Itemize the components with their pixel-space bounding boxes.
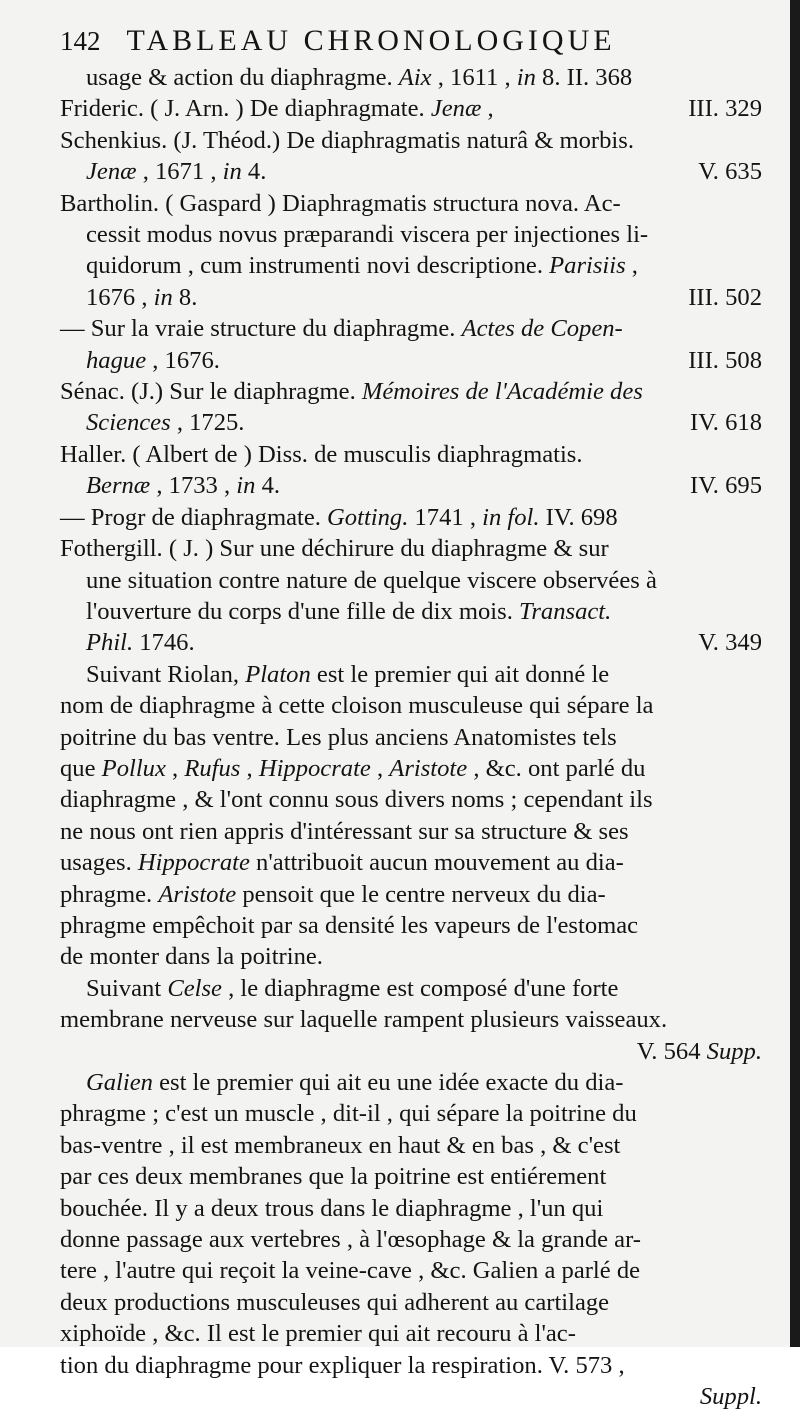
page-header xyxy=(60,24,760,58)
paragraph-line: phragme. Aristote pensoit que le centre nerveux du dia- xyxy=(60,880,606,908)
bibliography-entry: Bartholin. ( Gaspard ) Diaphragmatis structura nova. Ac- xyxy=(60,189,621,217)
paragraph-line: deux productions musculeuses qui adherent au cartilage xyxy=(60,1288,610,1316)
paragraph-line: diaphragme , & l'ont connu sous divers noms ; cependant ils xyxy=(60,786,653,814)
page-number: 142 xyxy=(60,26,101,56)
paragraph-line: Galien est le premier qui ait eu une idée exacte du dia- xyxy=(86,1069,624,1096)
bibliography-entry: Haller. ( Albert de ) Diss. de musculis diaphragmatis. xyxy=(60,440,583,468)
text-line: cessit modus novus præparandi viscera per injectiones li- xyxy=(86,221,649,249)
text-line: Sciences , 1725. IV. 618 xyxy=(86,409,762,437)
bibliography-entry: Frideric. ( J. Arn. ) De diaphragmate. Jenæ , III. 329 xyxy=(60,95,762,123)
paragraph-line: donne passage aux vertebres , à l'œsophage & la grande ar- xyxy=(60,1226,641,1254)
paragraph-line: membrane nerveuse sur laquelle rampent plusieurs vaisseaux. xyxy=(60,1006,668,1034)
paragraph-line: bas-ventre , il est membraneux en haut & en bas , & c'est xyxy=(60,1131,621,1159)
bibliography-entry: — Progr de diaphragmate. Gotting. 1741 , in fol. IV. 698 xyxy=(60,503,618,531)
paragraph-line: tere , l'autre qui reçoit la veine-cave , &c. Galien a parlé de xyxy=(60,1257,641,1285)
paragraph-line: xiphoïde , &c. Il est le premier qui ait recouru à l'ac- xyxy=(60,1320,576,1348)
reference-line: V. 564 Supp. xyxy=(636,1037,762,1065)
bibliography-entry: Schenkius. (J. Théod.) De diaphragmatis naturâ & morbis. xyxy=(60,126,634,154)
page-body xyxy=(60,62,762,1412)
text-line: 1676 , in 8. III. 502 xyxy=(86,283,762,311)
text-line: Bernæ , 1733 , in 4. IV. 695 xyxy=(86,472,762,500)
paragraph-line: que Pollux , Rufus , Hippocrate , Aristote , &c. ont parlé du xyxy=(60,754,646,782)
text-line: une situation contre nature de quelque viscere observées à xyxy=(86,566,657,594)
paragraph-line: de monter dans la poitrine. xyxy=(60,943,323,971)
paragraph-line: ne nous ont rien appris d'intéressant sur sa structure & ses xyxy=(60,817,629,845)
text-line: Jenæ , 1671 , in 4. V. 635 xyxy=(86,158,762,186)
bibliography-entry: Fothergill. ( J. ) Sur une déchirure du diaphragme & sur xyxy=(60,535,609,563)
paragraph-line: Suivant Riolan, Platon est le premier qui ait donné le xyxy=(86,660,610,688)
text-line: l'ouverture du corps d'une fille de dix mois. Transact. xyxy=(86,597,612,625)
paragraph-line: Suivant Celse , le diaphragme est composé d'une forte xyxy=(86,974,619,1002)
paragraph-line: usages. Hippocrate n'attribuoit aucun mouvement au dia- xyxy=(60,849,624,877)
text-line: quidorum , cum instrumenti novi descriptione. Parisiis , xyxy=(86,252,638,280)
paragraph-line: phragme empêchoit par sa densité les vapeurs de l'estomac xyxy=(60,911,639,939)
paragraph-line: phragme ; c'est un muscle , dit-il , qui sépare la poitrine du xyxy=(60,1100,637,1128)
text-line: Phil. 1746. V. 349 xyxy=(86,629,762,657)
paragraph-line: nom de diaphragme à cette cloison musculeuse qui sépare la xyxy=(60,692,654,720)
bibliography-entry: — Sur la vraie structure du diaphragme. Actes de Copen- xyxy=(60,315,623,343)
reference-line: Suppl. xyxy=(699,1383,762,1411)
text-line: hague , 1676. III. 508 xyxy=(86,346,762,374)
running-title: TABLEAU CHRONOLOGIQUE xyxy=(126,24,616,57)
paragraph-line: tion du diaphragme pour expliquer la respiration. V. 573 , xyxy=(60,1351,625,1379)
paragraph-line: par ces deux membranes que la poitrine est entiérement xyxy=(60,1163,607,1191)
paragraph-line: bouchée. Il y a deux trous dans le diaphragme , l'un qui xyxy=(60,1194,604,1222)
bibliography-entry: Sénac. (J.) Sur le diaphragme. Mémoires de l'Académie des xyxy=(60,378,643,406)
text-line: usage & action du diaphragme. Aix , 1611 , in 8. II. 368 xyxy=(86,64,633,91)
paragraph-line: poitrine du bas ventre. Les plus anciens Anatomistes tels xyxy=(60,723,617,751)
